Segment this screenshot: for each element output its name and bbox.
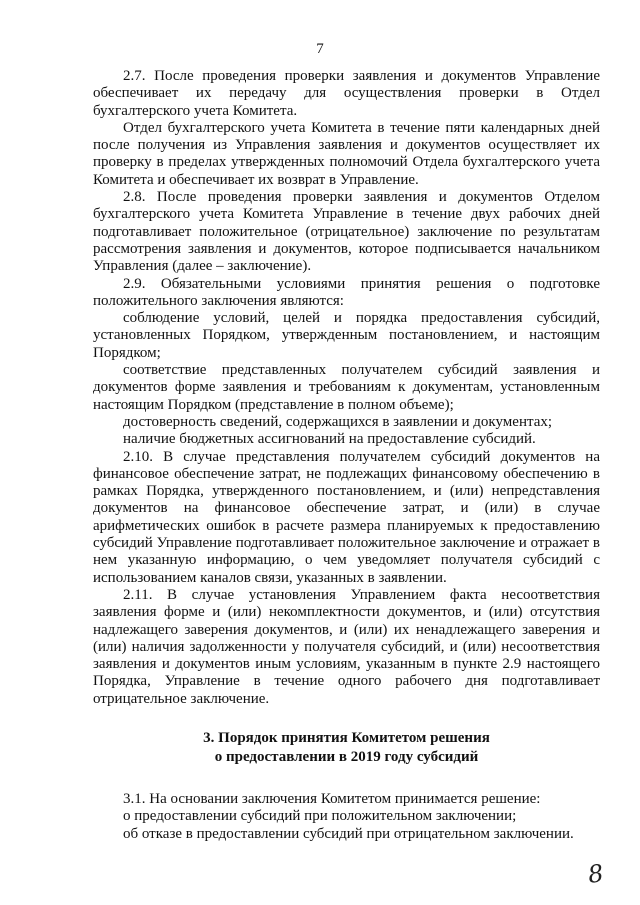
paragraph-2-7: 2.7. После проведения проверки заявления и документов Управление обеспечивает их передачу для осуществления проверки в Отдел бухгалтерского учета Комитета. — [93, 68, 600, 119]
paragraph-2-9: 2.9. Обязательными условиями принятия решения о подготовке положительного заключения являются: — [93, 275, 600, 309]
document-body — [93, 68, 600, 843]
paragraph-2-8: 2.8. После проведения проверки заявления и документов Отделом бухгалтерского учета Комитета Управление в течение двух рабочих дней подготавливает положительное (отрицательное) заключение по результатам рассмотрения заявления и документов, которое подписывается начальником Управления (далее – заключение). — [93, 189, 600, 275]
condition-reliability: достоверность сведений, содержащихся в заявлении и документах; — [123, 413, 553, 430]
condition-budget: наличие бюджетных ассигнований на предоставление субсидий. — [123, 431, 536, 448]
section-3-heading-line-1: 3. Порядок принятия Комитетом решения — [203, 729, 490, 746]
section-3-heading-line-2: о предоставлении в 2019 году субсидий — [214, 748, 479, 765]
handwritten-page-mark: 8 — [586, 859, 606, 889]
decision-grant: о предоставлении субсидий при положительном заключении; — [123, 808, 517, 825]
condition-documents-match: соответствие представленных получателем субсидий заявления и документов форме заявления и требованиям к документам, установленным настоящим Порядком (представление в полном объеме); — [93, 362, 600, 413]
condition-compliance: соблюдение условий, целей и порядка предоставления субсидий, установленных Порядком, утвержденным постановлением, и настоящим Порядком; — [93, 310, 600, 361]
page-number: 7 — [316, 41, 324, 57]
paragraph-2-10: 2.10. В случае представления получателем субсидий документов на финансовое обеспечение затрат, не подлежащих финансовому обеспечению в рамках Порядка, утвержденного постановлением, и (или) непредставления документов на финансовое обеспечение затрат, и (или) в случае арифметических ошибок в расчете размера планируемых к предоставлению субсидий Управление подготавливает положительное заключение и отражает в нем указанную информацию, о чем уведомляет получателя субсидий с использованием каналов связи, указанных в заявлении. — [93, 448, 600, 586]
paragraph-2-11: 2.11. В случае установления Управлением факта несоответствия заявления форме и (или) некомплектности документов, и (или) отсутствия надлежащего заверения документов, и (или) их ненадлежащего заверения и (или) наличия задолженности у получателя субсидий, и (или) несоответствия заявления и документов иным условиям, указанным в пункте 2.9 настоящего Порядка, Управление в течение одного рабочего дня подготавливает отрицательное заключение. — [93, 586, 600, 707]
decision-refusal: об отказе в предоставлении субсидий при отрицательном заключении. — [123, 825, 574, 842]
section-3-heading — [93, 729, 600, 767]
paragraph-accounting-check: Отдел бухгалтерского учета Комитета в течение пяти календарных дней после получения из Управления заявления и документов осуществляет их проверку в пределах утвержденных полномочий Отдела бухгалтерского учета Комитета и обеспечивает их возврат в Управление. — [93, 119, 600, 188]
paragraph-3-1: 3.1. На основании заключения Комитетом принимается решение: — [123, 790, 541, 807]
